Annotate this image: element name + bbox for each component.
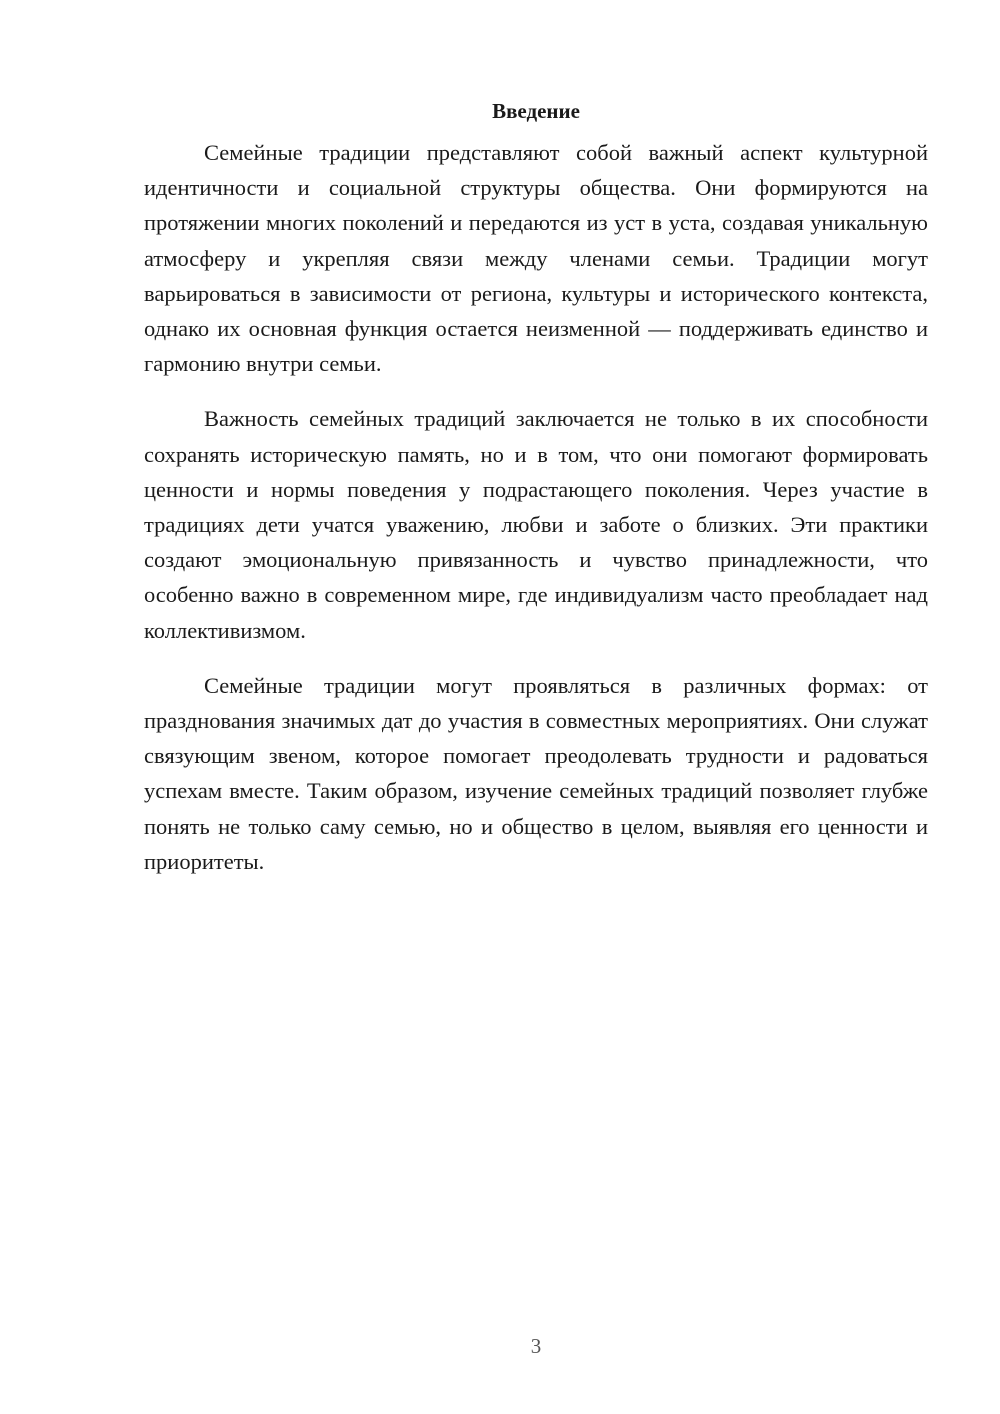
page-content [144,94,928,879]
paragraph-2: Важность семейных традиций заключается не только в их способности сохранять историческую память, но и в том, что они помогают формировать ценности и нормы поведения у подрастающего поколения. Через участие в традициях дети учатся уважению, любви и заботе о близких. Эти практики создают эмоциональную привязанность и чувство принадлежности, что особенно важно в современном мире, где индивидуализм часто преобладает над коллективизмом. [144,406,928,643]
paragraph-3: Семейные традиции могут проявляться в различных формах: от празднования значимых дат до участия в совместных мероприятиях. Они служат связующим звеном, которое помогает преодолевать трудности и радоваться успехам вместе. Таким образом, изучение семейных традиций позволяет глубже понять не только саму семью, но и общество в целом, выявляя его ценности и приоритеты. [144,672,928,874]
paragraph-1: Семейные традиции представляют собой важный аспект культурной идентичности и социальной структуры общества. Они формируются на протяжении многих поколений и передаются из уст в уста, создавая уникальную атмосферу и укрепляя связи между членами семьи. Традиции могут варьироваться в зависимости от региона, культуры и исторического контекста, однако их основная функция остается неизменной — поддерживать единство и гармонию внутри семьи. [144,140,928,377]
section-heading: Введение [492,99,580,123]
page-number: 3 [530,1334,542,1358]
